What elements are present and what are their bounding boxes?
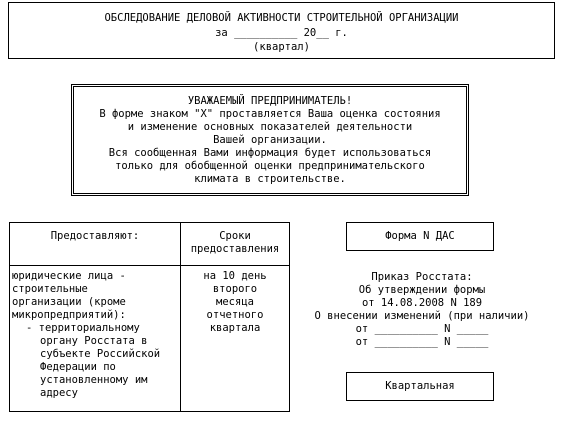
table-header-divider [10, 265, 289, 266]
respondents-table [9, 222, 290, 412]
notice-line-2: и изменение основных показателей деятельности [127, 121, 413, 133]
respondents-line: организации (кроме [12, 296, 126, 308]
period-caption: (квартал) [253, 41, 310, 53]
notice-line-6: климата в строительстве. [194, 173, 346, 185]
deadline-line: на 10 день [203, 270, 267, 282]
periodicity-box [346, 372, 494, 401]
deadline-header [181, 230, 289, 256]
deadline-line: квартала [209, 322, 261, 334]
respondents-line: юридические лица - [12, 270, 126, 282]
periodicity-label: Квартальная [385, 380, 455, 392]
deadline-cell [181, 270, 289, 335]
notice-line-3: Вашей организации. [213, 134, 327, 146]
deadline-line: месяца [216, 296, 254, 308]
order-line-5: от __________ N _____ [355, 323, 489, 335]
survey-title: ОБСЛЕДОВАНИЕ ДЕЛОВОЙ АКТИВНОСТИ СТРОИТЕЛЬНОЙ ОРГАНИЗАЦИИ [104, 12, 459, 24]
deadline-line: отчетного [206, 309, 264, 321]
order-line-3: от 14.08.2008 N 189 [361, 297, 483, 309]
deadline-line: второго [212, 283, 258, 295]
notice-line-1: В форме знаком "X" проставляется Ваша оценка состояния [99, 108, 441, 120]
order-line-4: О внесении изменений (при наличии) [314, 310, 530, 322]
order-line-1: Приказ Росстата: [371, 271, 473, 283]
form-code-box [346, 222, 494, 251]
notice-line-5: только для обобщенной оценки предпринимательского [115, 160, 425, 172]
deadline-header-line-1: Сроки [219, 230, 251, 242]
respondents-line: - территориальному [26, 322, 140, 334]
respondents-header: Предоставляют: [50, 230, 140, 242]
form-code: Форма N ДАС [385, 230, 455, 242]
notice-line-4: Вся сообщенная Вами информация будет использоваться [108, 147, 432, 159]
order-line-2: Об утверждении формы [358, 284, 486, 296]
respondents-line: Федерации по [40, 361, 116, 373]
respondents-line: строительные [12, 283, 88, 295]
approval-order [298, 271, 546, 349]
respondents-line: микропредприятий): [12, 309, 126, 321]
order-line-6: от __________ N _____ [355, 336, 489, 348]
deadline-header-line-2: предоставления [190, 243, 280, 255]
respondents-cell [12, 270, 178, 400]
survey-header-box [8, 2, 555, 59]
notice-box [71, 84, 469, 196]
respondents-line: адресу [40, 387, 78, 399]
respondents-line: органу Росстата в [40, 335, 148, 347]
respondents-line: установленному им [40, 374, 148, 386]
notice-salutation: УВАЖАЕМЫЙ ПРЕДПРИНИМАТЕЛЬ! [187, 95, 353, 107]
period-line: за __________ 20__ г. [215, 27, 348, 39]
respondents-line: субъекте Российской [40, 348, 161, 360]
